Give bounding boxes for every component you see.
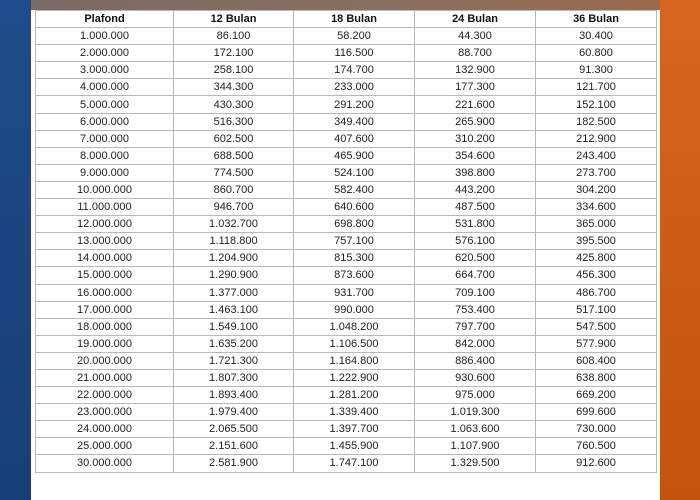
installment-cell: 430.300 (174, 96, 294, 113)
plafond-cell: 20.000.000 (36, 352, 174, 369)
installment-cell: 1.377.000 (174, 284, 294, 301)
installment-cell: 709.100 (415, 284, 536, 301)
installment-cell: 172.100 (174, 45, 294, 62)
plafond-cell: 16.000.000 (36, 284, 174, 301)
installment-cell: 1.807.300 (174, 369, 294, 386)
installment-cell: 990.000 (294, 301, 415, 318)
installment-cell: 753.400 (415, 301, 536, 318)
table-row (36, 369, 657, 386)
installment-cell: 699.600 (536, 404, 657, 421)
installment-cell: 1.118.800 (174, 233, 294, 250)
table-row (36, 79, 657, 96)
installment-cell: 669.200 (536, 387, 657, 404)
table-row (36, 181, 657, 198)
plafond-cell: 30.000.000 (36, 455, 174, 472)
installment-cell: 1.635.200 (174, 335, 294, 352)
installment-cell: 664.700 (415, 267, 536, 284)
plafond-cell: 13.000.000 (36, 233, 174, 250)
plafond-cell: 25.000.000 (36, 438, 174, 455)
installment-cell: 2.065.500 (174, 421, 294, 438)
installment-cell: 524.100 (294, 164, 415, 181)
table-row (36, 62, 657, 79)
table-row (36, 335, 657, 352)
table-row (36, 250, 657, 267)
table-row (36, 301, 657, 318)
table-row (36, 199, 657, 216)
installment-cell: 1.893.400 (174, 387, 294, 404)
installment-cell: 354.600 (415, 147, 536, 164)
table-row (36, 455, 657, 472)
installment-cell: 132.900 (415, 62, 536, 79)
installment-cell: 730.000 (536, 421, 657, 438)
installment-cell: 1.032.700 (174, 216, 294, 233)
installment-cell: 304.200 (536, 181, 657, 198)
installment-cell: 487.500 (415, 199, 536, 216)
installment-cell: 349.400 (294, 113, 415, 130)
installment-cell: 58.200 (294, 28, 415, 45)
plafond-cell: 19.000.000 (36, 335, 174, 352)
installment-cell: 577.900 (536, 335, 657, 352)
table-row (36, 233, 657, 250)
installment-cell: 873.600 (294, 267, 415, 284)
installment-cell: 860.700 (174, 181, 294, 198)
installment-cell: 486.700 (536, 284, 657, 301)
installment-cell: 1.549.100 (174, 318, 294, 335)
plafond-cell: 23.000.000 (36, 404, 174, 421)
installment-cell: 531.800 (415, 216, 536, 233)
plafond-cell: 17.000.000 (36, 301, 174, 318)
table-row (36, 318, 657, 335)
installment-cell: 310.200 (415, 130, 536, 147)
installment-cell: 456.300 (536, 267, 657, 284)
installment-cell: 688.500 (174, 147, 294, 164)
installment-cell: 273.700 (536, 164, 657, 181)
installment-cell: 344.300 (174, 79, 294, 96)
installment-cell: 757.100 (294, 233, 415, 250)
installment-cell: 1.455.900 (294, 438, 415, 455)
table-row (36, 284, 657, 301)
plafond-cell: 4.000.000 (36, 79, 174, 96)
installment-cell: 1.979.400 (174, 404, 294, 421)
table-row (36, 352, 657, 369)
installment-cell: 608.400 (536, 352, 657, 369)
column-header: 36 Bulan (536, 11, 657, 28)
table-row (36, 113, 657, 130)
installment-cell: 1.329.500 (415, 455, 536, 472)
installment-cell: 1.339.400 (294, 404, 415, 421)
installment-cell: 1.048.200 (294, 318, 415, 335)
installment-cell: 1.290.900 (174, 267, 294, 284)
column-header: 12 Bulan (174, 11, 294, 28)
plafond-cell: 24.000.000 (36, 421, 174, 438)
plafond-cell: 8.000.000 (36, 147, 174, 164)
table-row (36, 216, 657, 233)
installment-cell: 1.463.100 (174, 301, 294, 318)
table-body (36, 28, 657, 472)
installment-cell: 233.000 (294, 79, 415, 96)
plafond-cell: 1.000.000 (36, 28, 174, 45)
table-row (36, 421, 657, 438)
installment-cell: 334.600 (536, 199, 657, 216)
installment-cell: 398.800 (415, 164, 536, 181)
plafond-cell: 14.000.000 (36, 250, 174, 267)
table-row (36, 404, 657, 421)
installment-cell: 243.400 (536, 147, 657, 164)
installment-cell: 1.397.700 (294, 421, 415, 438)
table-row (36, 147, 657, 164)
table-row (36, 130, 657, 147)
plafond-cell: 5.000.000 (36, 96, 174, 113)
installment-cell: 30.400 (536, 28, 657, 45)
installment-cell: 365.000 (536, 216, 657, 233)
installment-cell: 395.500 (536, 233, 657, 250)
installment-cell: 582.400 (294, 181, 415, 198)
left-blue-band (0, 0, 31, 500)
installment-cell: 116.500 (294, 45, 415, 62)
plafond-cell: 18.000.000 (36, 318, 174, 335)
installment-cell: 407.600 (294, 130, 415, 147)
installment-cell: 638.800 (536, 369, 657, 386)
installment-cell: 2.581.900 (174, 455, 294, 472)
installment-cell: 1.747.100 (294, 455, 415, 472)
installment-cell: 258.100 (174, 62, 294, 79)
installment-cell: 86.100 (174, 28, 294, 45)
installment-cell: 886.400 (415, 352, 536, 369)
installment-cell: 152.100 (536, 96, 657, 113)
plafond-cell: 2.000.000 (36, 45, 174, 62)
plafond-cell: 15.000.000 (36, 267, 174, 284)
plafond-cell: 7.000.000 (36, 130, 174, 147)
installment-cell: 443.200 (415, 181, 536, 198)
installment-cell: 930.600 (415, 369, 536, 386)
table-row (36, 96, 657, 113)
installment-cell: 291.200 (294, 96, 415, 113)
installment-cell: 1.164.800 (294, 352, 415, 369)
installment-cell: 516.300 (174, 113, 294, 130)
installment-cell: 121.700 (536, 79, 657, 96)
installment-table-sheet (31, 10, 660, 500)
installment-cell: 91.300 (536, 62, 657, 79)
installment-table (35, 10, 657, 473)
installment-cell: 465.900 (294, 147, 415, 164)
installment-cell: 797.700 (415, 318, 536, 335)
right-orange-band (660, 0, 700, 500)
installment-cell: 174.700 (294, 62, 415, 79)
installment-cell: 760.500 (536, 438, 657, 455)
plafond-cell: 21.000.000 (36, 369, 174, 386)
installment-cell: 774.500 (174, 164, 294, 181)
installment-cell: 698.800 (294, 216, 415, 233)
installment-cell: 517.100 (536, 301, 657, 318)
installment-cell: 182.500 (536, 113, 657, 130)
table-row (36, 438, 657, 455)
installment-cell: 912.600 (536, 455, 657, 472)
top-strip (31, 0, 660, 10)
installment-cell: 576.100 (415, 233, 536, 250)
installment-cell: 221.600 (415, 96, 536, 113)
plafond-cell: 12.000.000 (36, 216, 174, 233)
plafond-cell: 3.000.000 (36, 62, 174, 79)
installment-cell: 931.700 (294, 284, 415, 301)
installment-cell: 1.281.200 (294, 387, 415, 404)
table-row (36, 387, 657, 404)
table-row (36, 45, 657, 62)
installment-cell: 620.500 (415, 250, 536, 267)
installment-cell: 1.107.900 (415, 438, 536, 455)
column-header: 24 Bulan (415, 11, 536, 28)
plafond-cell: 6.000.000 (36, 113, 174, 130)
installment-cell: 975.000 (415, 387, 536, 404)
installment-cell: 1.063.600 (415, 421, 536, 438)
plafond-cell: 11.000.000 (36, 199, 174, 216)
table-row (36, 164, 657, 181)
installment-cell: 602.500 (174, 130, 294, 147)
installment-cell: 177.300 (415, 79, 536, 96)
installment-cell: 815.300 (294, 250, 415, 267)
plafond-cell: 22.000.000 (36, 387, 174, 404)
installment-cell: 1.106.500 (294, 335, 415, 352)
installment-cell: 1.721.300 (174, 352, 294, 369)
installment-cell: 44.300 (415, 28, 536, 45)
table-row (36, 267, 657, 284)
installment-cell: 1.019.300 (415, 404, 536, 421)
installment-cell: 547.500 (536, 318, 657, 335)
plafond-cell: 10.000.000 (36, 181, 174, 198)
table-header-row (36, 11, 657, 28)
installment-cell: 2.151.600 (174, 438, 294, 455)
installment-cell: 1.204.900 (174, 250, 294, 267)
installment-cell: 842.000 (415, 335, 536, 352)
installment-cell: 640.600 (294, 199, 415, 216)
installment-cell: 88.700 (415, 45, 536, 62)
installment-cell: 946.700 (174, 199, 294, 216)
installment-cell: 425.800 (536, 250, 657, 267)
installment-cell: 1.222.900 (294, 369, 415, 386)
installment-cell: 212.900 (536, 130, 657, 147)
column-header: Plafond (36, 11, 174, 28)
table-row (36, 28, 657, 45)
installment-cell: 265.900 (415, 113, 536, 130)
column-header: 18 Bulan (294, 11, 415, 28)
installment-cell: 60.800 (536, 45, 657, 62)
plafond-cell: 9.000.000 (36, 164, 174, 181)
